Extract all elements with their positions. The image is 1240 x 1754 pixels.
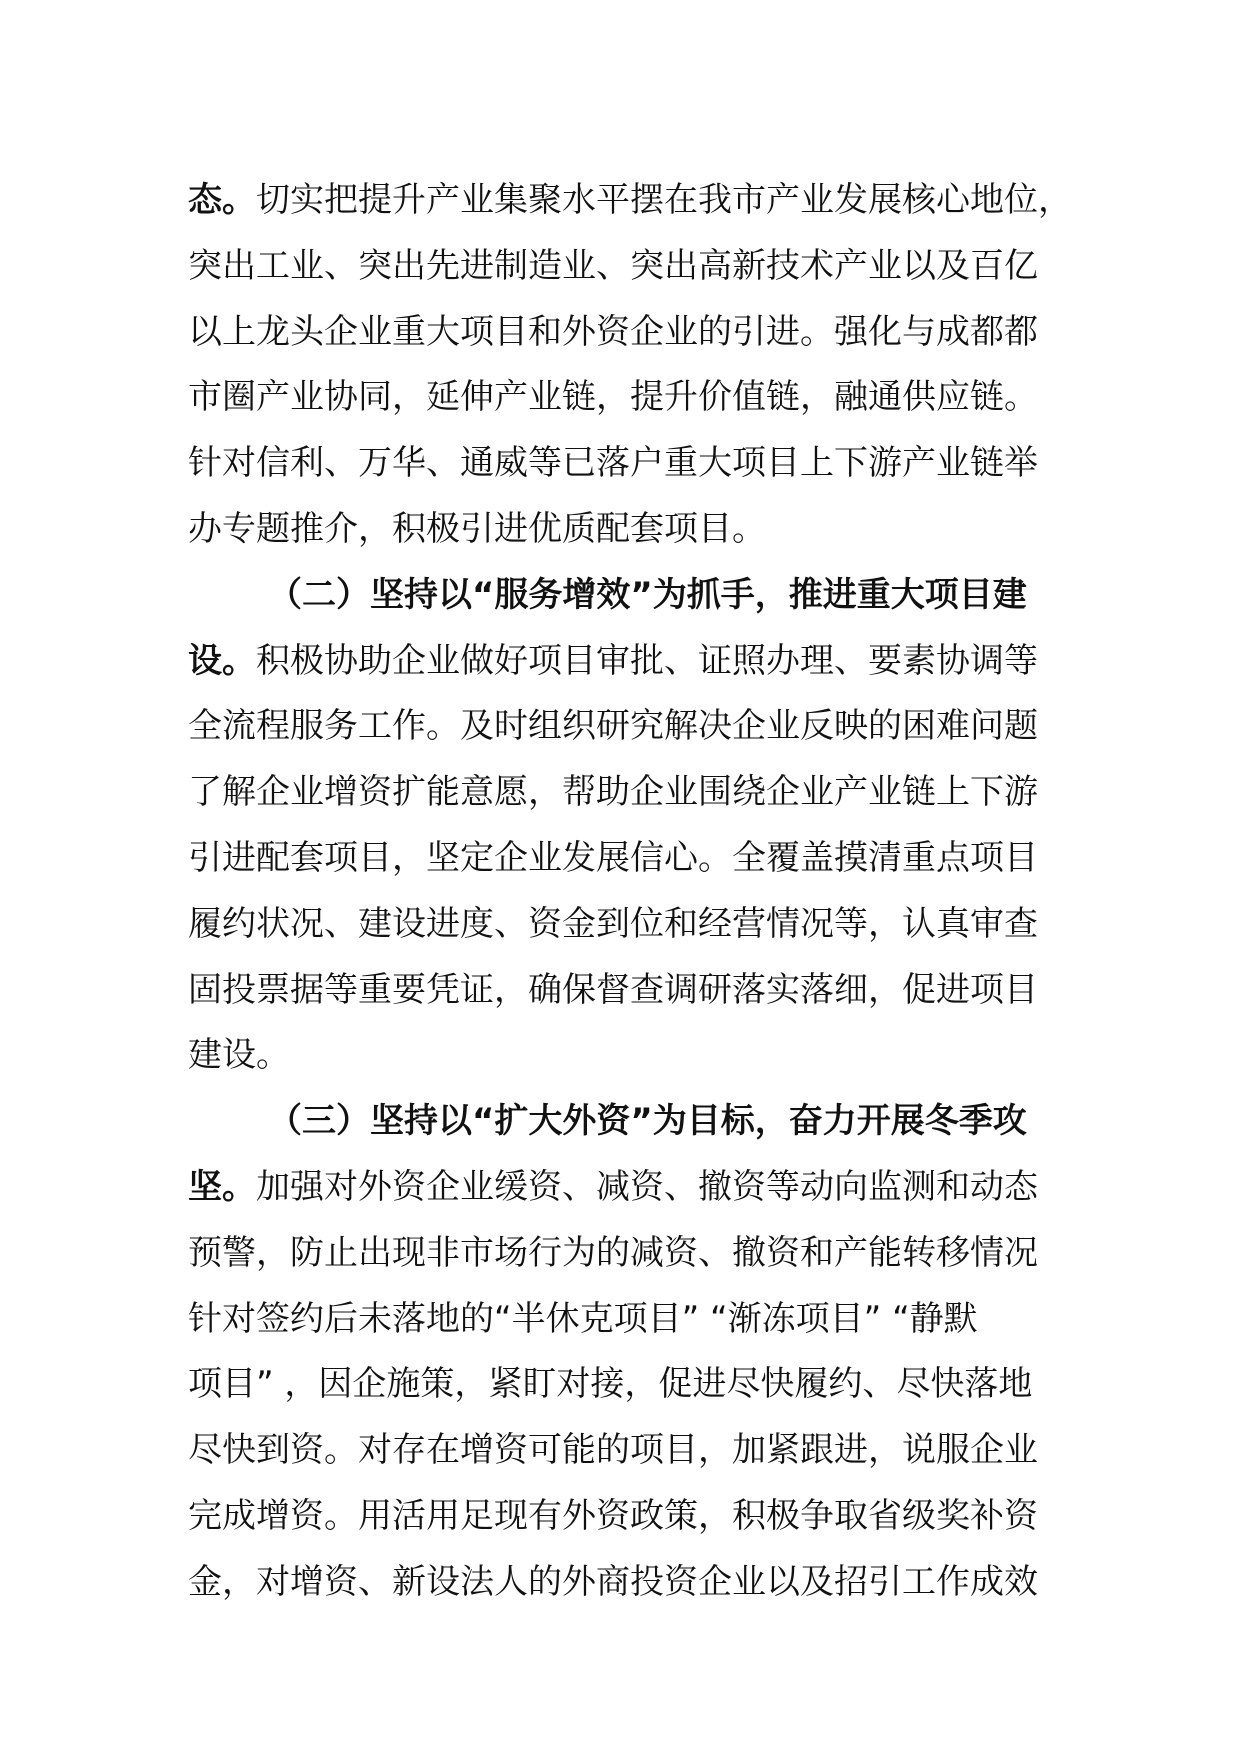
body-text: 针对签约后未落地的“半休克项目” “渐冻项目” “静默: [188, 1298, 978, 1339]
text-line: [188, 1418, 1068, 1484]
section-heading-line: [188, 1089, 1068, 1155]
bold-lead-text: 设。: [188, 640, 256, 681]
bold-lead-text: 坚。: [188, 1166, 256, 1207]
body-text: 突出工业、突出先进制造业、突出高新技术产业以及百亿: [188, 245, 1038, 286]
body-text: 完成增资。用活用足现有外资政策，积极争取省级奖补资: [188, 1495, 1038, 1536]
text-line: [188, 760, 1068, 826]
body-text: 尽快到资。对存在增资可能的项目，加紧跟进，说服企业: [188, 1430, 1038, 1471]
paragraph-service-efficiency: [188, 563, 1068, 1089]
body-text: 预警，防止出现非市场行为的减资、撤资和产能转移情况: [188, 1232, 1038, 1273]
text-line: [188, 1155, 1068, 1221]
body-text: 金，对增资、新设法人的外商投资企业以及招引工作成效: [188, 1561, 1038, 1602]
body-text: 积极协助企业做好项目审批、证照办理、要素协调等: [256, 640, 1038, 681]
text-line: [188, 365, 1068, 431]
text-line: [188, 892, 1068, 958]
text-line: [188, 1287, 1068, 1353]
paragraph-industry-cluster: [188, 168, 1072, 563]
body-text: 切实把提升产业集聚水平摆在我市产业发展核心地位，: [256, 180, 1072, 220]
text-line: [188, 694, 1068, 760]
text-line: [188, 958, 1068, 1024]
body-text: 项目” ，因企施策，紧盯对接，促进尽快履约、尽快落地: [188, 1364, 1033, 1405]
body-text: 针对信利、万华、通威等已落户重大项目上下游产业链举: [188, 443, 1038, 484]
text-line: [188, 1221, 1068, 1287]
section-heading-2: （二）坚持以“服务增效”为抓手，推进重大项目建: [268, 574, 1027, 615]
text-line: [188, 497, 1068, 563]
text-line: [188, 168, 1072, 234]
text-line: [188, 1550, 1068, 1616]
body-text: 办专题推介，积极引进优质配套项目。: [188, 508, 766, 549]
text-line: [188, 1352, 1068, 1418]
text-line: [188, 1023, 1068, 1089]
body-text: 全流程服务工作。及时组织研究解决企业反映的困难问题: [188, 706, 1038, 747]
bold-lead-text: 态。: [188, 180, 256, 220]
section-heading-line: [188, 563, 1068, 629]
body-text: 建设。: [188, 1035, 290, 1076]
text-line: [188, 629, 1068, 695]
body-text: 固投票据等重要凭证，确保督查调研落实落细，促进项目: [188, 969, 1038, 1010]
body-text: 引进配套项目，坚定企业发展信心。全覆盖摸清重点项目: [188, 837, 1038, 878]
body-text: 加强对外资企业缓资、减资、撤资等动向监测和动态: [256, 1166, 1038, 1207]
paragraph-foreign-investment: [188, 1089, 1068, 1615]
text-line: [188, 300, 1068, 366]
text-line: [188, 826, 1068, 892]
body-text: 了解企业增资扩能意愿，帮助企业围绕企业产业链上下游: [188, 772, 1038, 813]
text-line: [188, 1484, 1068, 1550]
text-line: [188, 234, 1068, 300]
body-text: 市圈产业协同，延伸产业链，提升价值链，融通供应链。: [188, 377, 1038, 418]
document-body: [188, 168, 1072, 1616]
text-line: [188, 431, 1068, 497]
section-heading-3: （三）坚持以“扩大外资”为目标，奋力开展冬季攻: [268, 1101, 1027, 1142]
body-text: 履约状况、建设进度、资金到位和经营情况等，认真审查: [188, 903, 1038, 944]
body-text: 以上龙头企业重大项目和外资企业的引进。强化与成都都: [188, 311, 1038, 352]
